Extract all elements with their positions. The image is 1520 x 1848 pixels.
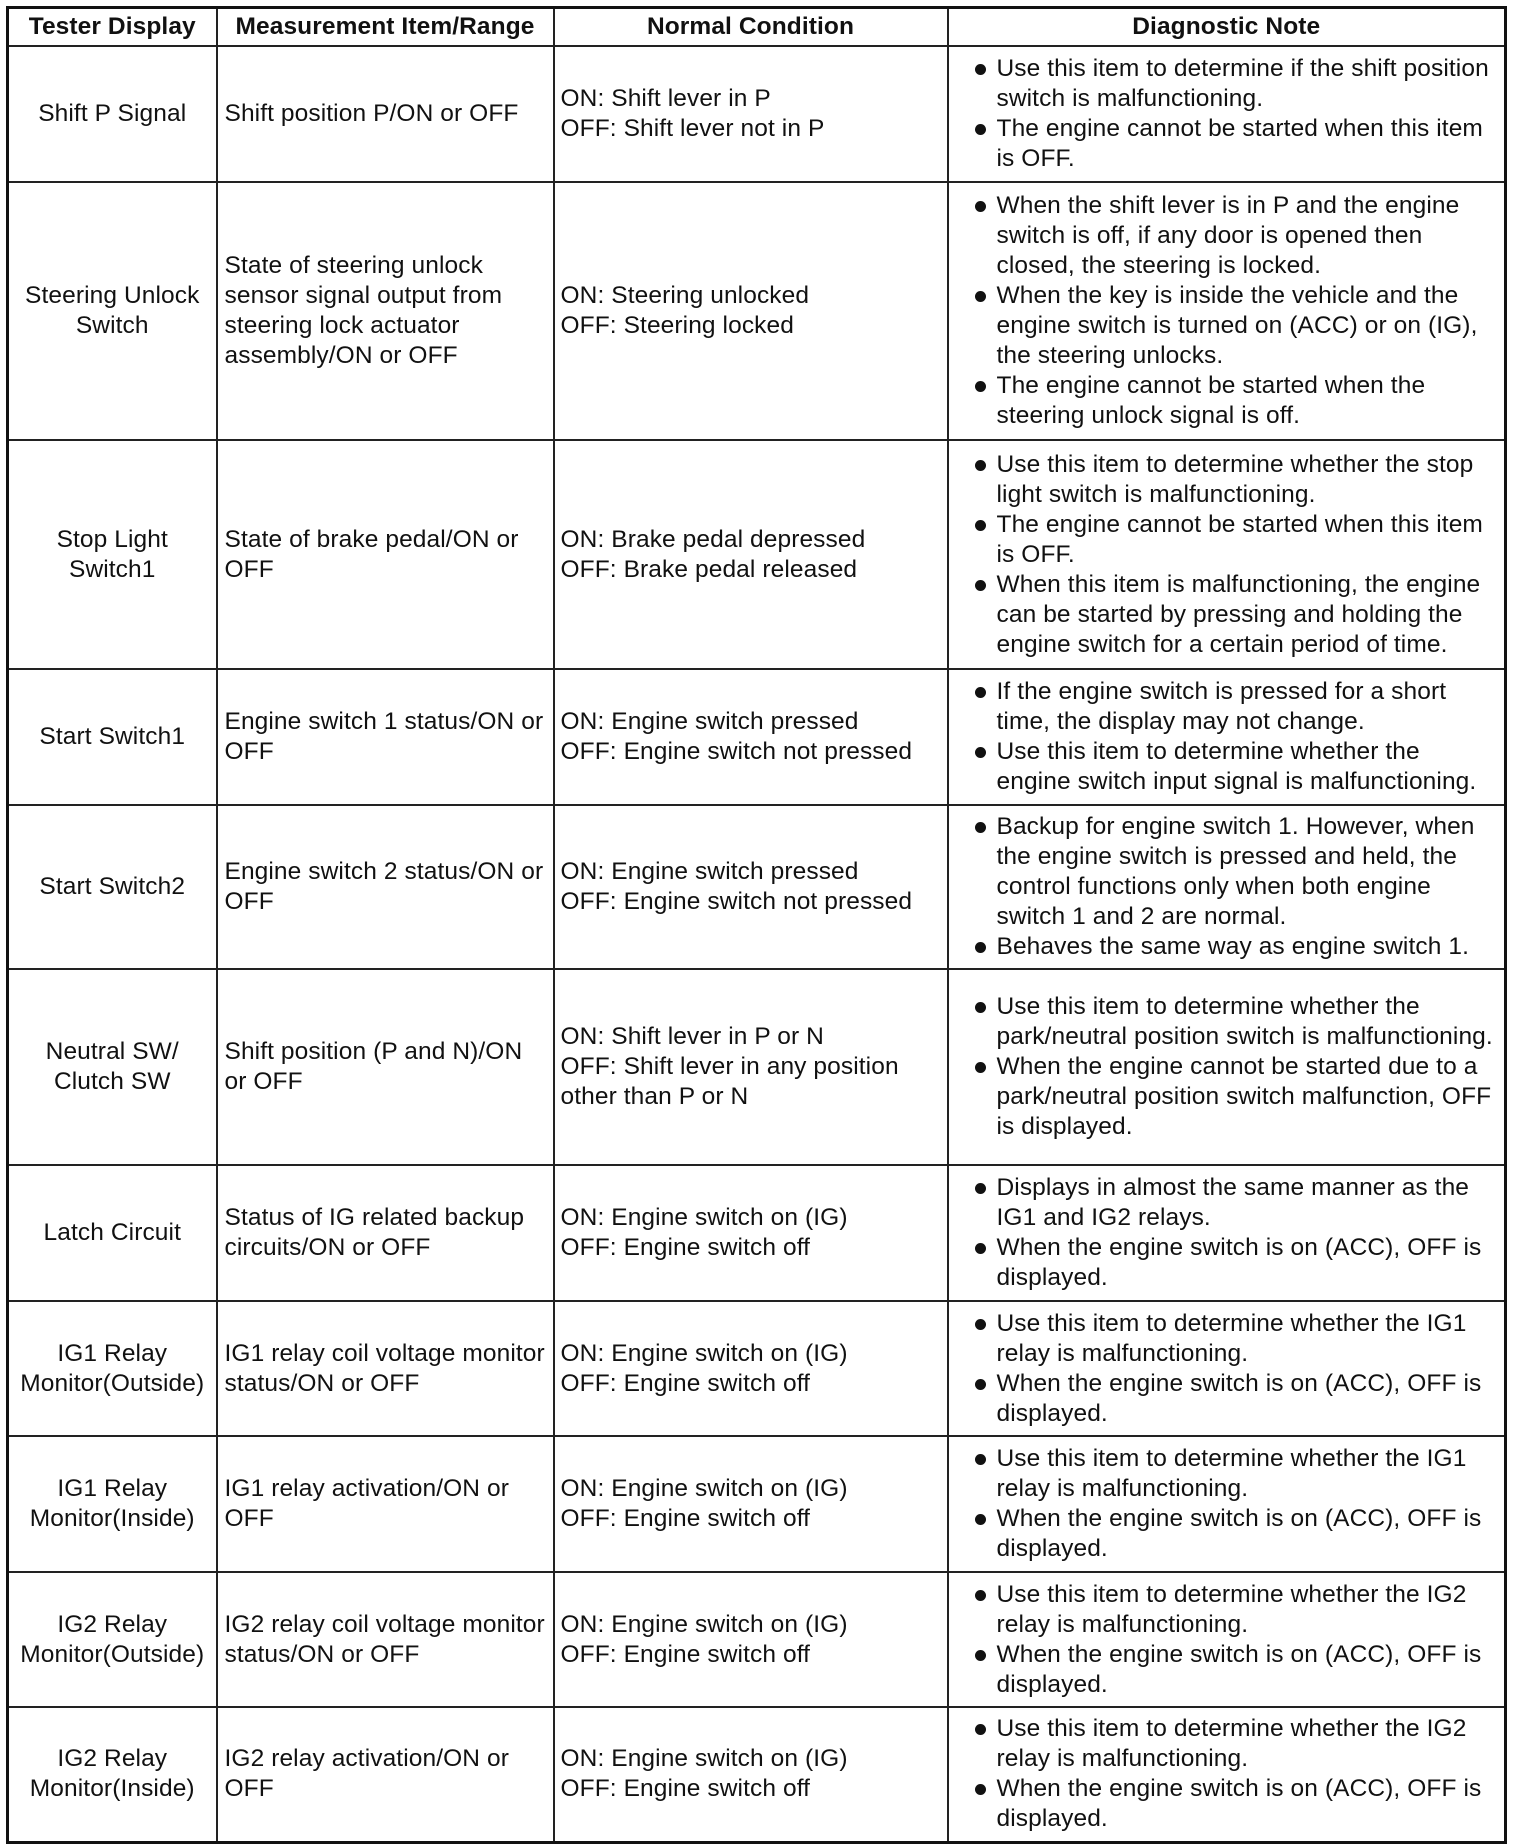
cell-measurement-item: Engine switch 2 status/ON or OFF xyxy=(217,805,554,969)
cell-normal-condition: ON: Shift lever in P OFF: Shift lever not in P xyxy=(554,46,948,182)
cell-tester-display: Neutral SW/ Clutch SW xyxy=(8,969,217,1165)
cell-measurement-item: State of steering unlock sensor signal output from steering lock actuator assembly/ON or OFF xyxy=(217,182,554,440)
cell-normal-condition: ON: Steering unlocked OFF: Steering locked xyxy=(554,182,948,440)
note-list xyxy=(953,1714,1499,1834)
note-bullet-item: Use this item to determine whether the IG2 relay is malfunctioning. xyxy=(953,1580,1499,1640)
cell-tester-display: Start Switch2 xyxy=(8,805,217,969)
cell-tester-display: Stop Light Switch1 xyxy=(8,440,217,669)
note-bullet-item: When the engine cannot be started due to a park/neutral position switch malfunction, OFF is displayed. xyxy=(953,1052,1499,1142)
cell-measurement-item: IG1 relay activation/ON or OFF xyxy=(217,1436,554,1572)
note-bullet-item: Use this item to determine if the shift position switch is malfunctioning. xyxy=(953,54,1499,114)
cell-tester-display: Shift P Signal xyxy=(8,46,217,182)
note-bullet-item: When the engine switch is on (ACC), OFF is displayed. xyxy=(953,1233,1499,1293)
cell-normal-condition: ON: Brake pedal depressed OFF: Brake pedal released xyxy=(554,440,948,669)
table-row xyxy=(8,669,1506,805)
note-bullet-item: Use this item to determine whether the engine switch input signal is malfunctioning. xyxy=(953,737,1499,797)
note-bullet-item: Use this item to determine whether the IG1 relay is malfunctioning. xyxy=(953,1444,1499,1504)
cell-normal-condition: ON: Shift lever in P or N OFF: Shift lever in any position other than P or N xyxy=(554,969,948,1165)
cell-diagnostic-note xyxy=(948,1572,1506,1707)
cell-normal-condition: ON: Engine switch on (IG) OFF: Engine switch off xyxy=(554,1301,948,1436)
note-list xyxy=(953,191,1499,431)
cell-tester-display: Start Switch1 xyxy=(8,669,217,805)
cell-measurement-item: IG2 relay activation/ON or OFF xyxy=(217,1707,554,1842)
note-bullet-item: Use this item to determine whether the IG1 relay is malfunctioning. xyxy=(953,1309,1499,1369)
note-bullet-item: When the key is inside the vehicle and the engine switch is turned on (ACC) or on (IG), the steering unlocks. xyxy=(953,281,1499,371)
table-row xyxy=(8,1165,1506,1301)
note-list xyxy=(953,1173,1499,1293)
cell-tester-display: Steering Unlock Switch xyxy=(8,182,217,440)
cell-diagnostic-note xyxy=(948,46,1506,182)
note-list xyxy=(953,450,1499,660)
header-normal-condition: Normal Condition xyxy=(554,8,948,47)
note-bullet-item: Use this item to determine whether the stop light switch is malfunctioning. xyxy=(953,450,1499,510)
table-row xyxy=(8,1301,1506,1436)
cell-measurement-item: Status of IG related backup circuits/ON or OFF xyxy=(217,1165,554,1301)
cell-normal-condition: ON: Engine switch on (IG) OFF: Engine switch off xyxy=(554,1707,948,1842)
cell-normal-condition: ON: Engine switch on (IG) OFF: Engine switch off xyxy=(554,1165,948,1301)
cell-diagnostic-note xyxy=(948,440,1506,669)
cell-tester-display: IG1 Relay Monitor(Inside) xyxy=(8,1436,217,1572)
note-bullet-item: If the engine switch is pressed for a short time, the display may not change. xyxy=(953,677,1499,737)
note-list xyxy=(953,992,1499,1142)
note-list xyxy=(953,812,1499,962)
note-bullet-item: Backup for engine switch 1. However, when the engine switch is pressed and held, the control functions only when both engine switch 1 and 2 are normal. xyxy=(953,812,1499,932)
note-bullet-item: When the engine switch is on (ACC), OFF is displayed. xyxy=(953,1369,1499,1429)
header-tester-display: Tester Display xyxy=(8,8,217,47)
cell-measurement-item: Shift position (P and N)/ON or OFF xyxy=(217,969,554,1165)
table-row xyxy=(8,1707,1506,1842)
note-bullet-item: The engine cannot be started when this item is OFF. xyxy=(953,114,1499,174)
table-body xyxy=(8,46,1506,1842)
note-bullet-item: Use this item to determine whether the IG2 relay is malfunctioning. xyxy=(953,1714,1499,1774)
table-row xyxy=(8,46,1506,182)
note-list xyxy=(953,1309,1499,1429)
cell-normal-condition: ON: Engine switch pressed OFF: Engine switch not pressed xyxy=(554,669,948,805)
cell-tester-display: IG2 Relay Monitor(Inside) xyxy=(8,1707,217,1842)
header-measurement-item: Measurement Item/Range xyxy=(217,8,554,47)
note-bullet-item: Displays in almost the same manner as the IG1 and IG2 relays. xyxy=(953,1173,1499,1233)
note-list xyxy=(953,54,1499,174)
cell-diagnostic-note xyxy=(948,1301,1506,1436)
cell-diagnostic-note xyxy=(948,182,1506,440)
note-list xyxy=(953,1444,1499,1564)
cell-measurement-item: IG1 relay coil voltage monitor status/ON or OFF xyxy=(217,1301,554,1436)
cell-diagnostic-note xyxy=(948,1436,1506,1572)
table-row xyxy=(8,182,1506,440)
cell-diagnostic-note xyxy=(948,669,1506,805)
table-row xyxy=(8,805,1506,969)
note-bullet-item: Behaves the same way as engine switch 1. xyxy=(953,932,1499,962)
table-header-row xyxy=(8,8,1506,47)
cell-normal-condition: ON: Engine switch pressed OFF: Engine switch not pressed xyxy=(554,805,948,969)
note-bullet-item: The engine cannot be started when this item is OFF. xyxy=(953,510,1499,570)
table-row xyxy=(8,1436,1506,1572)
note-bullet-item: When this item is malfunctioning, the engine can be started by pressing and holding the engine switch for a certain period of time. xyxy=(953,570,1499,660)
note-list xyxy=(953,677,1499,797)
note-bullet-item: When the engine switch is on (ACC), OFF is displayed. xyxy=(953,1774,1499,1834)
note-bullet-item: When the shift lever is in P and the engine switch is off, if any door is opened then closed, the steering is locked. xyxy=(953,191,1499,281)
cell-tester-display: Latch Circuit xyxy=(8,1165,217,1301)
cell-normal-condition: ON: Engine switch on (IG) OFF: Engine switch off xyxy=(554,1436,948,1572)
note-bullet-item: Use this item to determine whether the park/neutral position switch is malfunctioning. xyxy=(953,992,1499,1052)
cell-measurement-item: IG2 relay coil voltage monitor status/ON or OFF xyxy=(217,1572,554,1707)
cell-tester-display: IG2 Relay Monitor(Outside) xyxy=(8,1572,217,1707)
cell-diagnostic-note xyxy=(948,1165,1506,1301)
cell-measurement-item: State of brake pedal/ON or OFF xyxy=(217,440,554,669)
cell-measurement-item: Shift position P/ON or OFF xyxy=(217,46,554,182)
note-bullet-item: The engine cannot be started when the steering unlock signal is off. xyxy=(953,371,1499,431)
table-row xyxy=(8,969,1506,1165)
header-diagnostic-note: Diagnostic Note xyxy=(948,8,1506,47)
table-row xyxy=(8,1572,1506,1707)
diagnostic-data-table xyxy=(6,6,1507,1844)
cell-normal-condition: ON: Engine switch on (IG) OFF: Engine switch off xyxy=(554,1572,948,1707)
note-bullet-item: When the engine switch is on (ACC), OFF is displayed. xyxy=(953,1504,1499,1564)
note-bullet-item: When the engine switch is on (ACC), OFF is displayed. xyxy=(953,1640,1499,1700)
note-list xyxy=(953,1580,1499,1700)
cell-diagnostic-note xyxy=(948,1707,1506,1842)
table-row xyxy=(8,440,1506,669)
cell-measurement-item: Engine switch 1 status/ON or OFF xyxy=(217,669,554,805)
cell-tester-display: IG1 Relay Monitor(Outside) xyxy=(8,1301,217,1436)
cell-diagnostic-note xyxy=(948,969,1506,1165)
cell-diagnostic-note xyxy=(948,805,1506,969)
